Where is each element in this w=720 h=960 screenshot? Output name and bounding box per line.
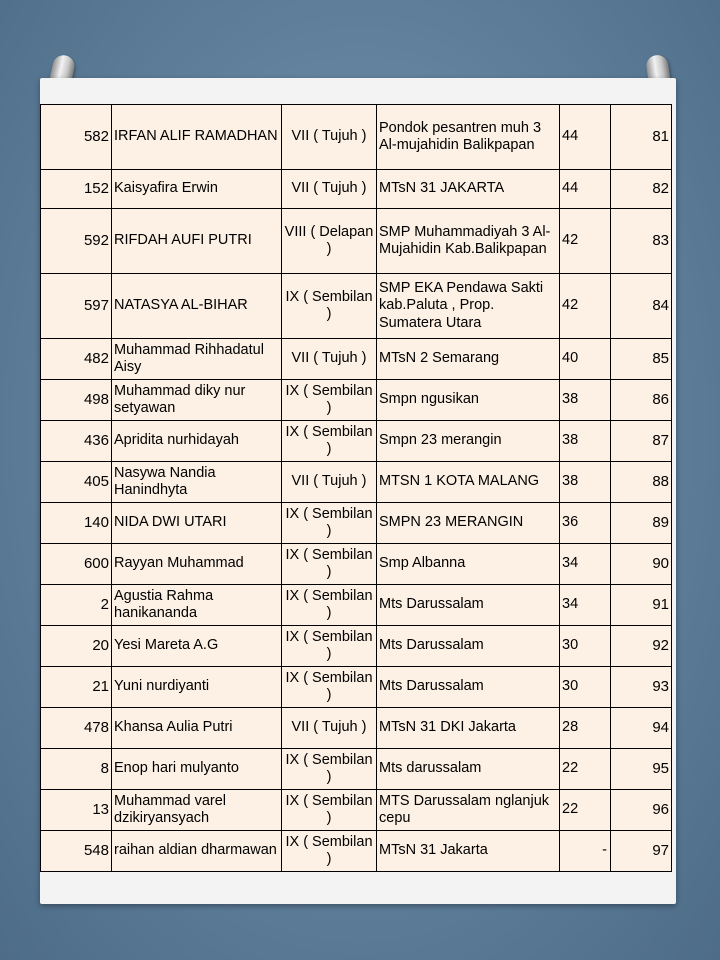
participant-number-cell: 20 xyxy=(41,626,112,667)
table-row xyxy=(41,708,672,749)
class-cell: IX ( Sembilan ) xyxy=(282,380,377,421)
participant-name-cell: Enop hari mulyanto xyxy=(112,749,282,790)
participant-number-cell: 592 xyxy=(41,209,112,274)
participant-number-cell: 2 xyxy=(41,585,112,626)
participant-name-cell: Muhammad diky nur setyawan xyxy=(112,380,282,421)
table-row xyxy=(41,667,672,708)
participant-name-cell: Muhammad Rihhadatul Aisy xyxy=(112,339,282,380)
table-row xyxy=(41,503,672,544)
table-row xyxy=(41,790,672,831)
table-row xyxy=(41,749,672,790)
participant-name-cell: Nasywa Nandia Hanindhyta xyxy=(112,462,282,503)
participant-name-cell: NATASYA AL-BIHAR xyxy=(112,274,282,339)
school-cell: Mts Darussalam xyxy=(377,585,560,626)
participant-name-cell: IRFAN ALIF RAMADHAN xyxy=(112,105,282,170)
rank-cell: 94 xyxy=(611,708,672,749)
score-cell: 38 xyxy=(560,421,611,462)
score-cell: 30 xyxy=(560,626,611,667)
class-cell: IX ( Sembilan ) xyxy=(282,831,377,872)
school-cell: MTsN 31 DKI Jakarta xyxy=(377,708,560,749)
participant-name-cell: NIDA DWI UTARI xyxy=(112,503,282,544)
school-cell: SMP EKA Pendawa Sakti kab.Paluta , Prop. Sumatera Utara xyxy=(377,274,560,339)
school-cell: Mts Darussalam xyxy=(377,626,560,667)
participant-name-cell: raihan aldian dharmawan xyxy=(112,831,282,872)
school-cell: Mts Darussalam xyxy=(377,667,560,708)
participant-name-cell: Agustia Rahma hanikananda xyxy=(112,585,282,626)
score-cell: 40 xyxy=(560,339,611,380)
participant-number-cell: 597 xyxy=(41,274,112,339)
table-row xyxy=(41,170,672,209)
class-cell: IX ( Sembilan ) xyxy=(282,544,377,585)
participant-name-cell: Khansa Aulia Putri xyxy=(112,708,282,749)
participant-number-cell: 405 xyxy=(41,462,112,503)
rank-cell: 96 xyxy=(611,790,672,831)
score-cell: 44 xyxy=(560,105,611,170)
ranking-table xyxy=(40,104,672,872)
school-cell: Smpn ngusikan xyxy=(377,380,560,421)
school-cell: MTS Darussalam nglanjuk cepu xyxy=(377,790,560,831)
class-cell: VIII ( Delapan ) xyxy=(282,209,377,274)
rank-cell: 92 xyxy=(611,626,672,667)
rank-cell: 97 xyxy=(611,831,672,872)
score-cell: 44 xyxy=(560,170,611,209)
school-cell: SMPN 23 MERANGIN xyxy=(377,503,560,544)
school-cell: MTsN 31 Jakarta xyxy=(377,831,560,872)
participant-number-cell: 21 xyxy=(41,667,112,708)
rank-cell: 90 xyxy=(611,544,672,585)
school-cell: Smp Albanna xyxy=(377,544,560,585)
score-cell: 34 xyxy=(560,544,611,585)
table-row xyxy=(41,421,672,462)
table-row xyxy=(41,274,672,339)
score-cell: 28 xyxy=(560,708,611,749)
ranking-table-body xyxy=(41,105,672,872)
participant-name-cell: Apridita nurhidayah xyxy=(112,421,282,462)
participant-name-cell: Rayyan Muhammad xyxy=(112,544,282,585)
score-cell: 42 xyxy=(560,274,611,339)
school-cell: MTsN 2 Semarang xyxy=(377,339,560,380)
table-row xyxy=(41,462,672,503)
table-row xyxy=(41,339,672,380)
class-cell: VII ( Tujuh ) xyxy=(282,462,377,503)
participant-number-cell: 140 xyxy=(41,503,112,544)
score-cell: 30 xyxy=(560,667,611,708)
participant-number-cell: 548 xyxy=(41,831,112,872)
participant-number-cell: 498 xyxy=(41,380,112,421)
rank-cell: 86 xyxy=(611,380,672,421)
rank-cell: 91 xyxy=(611,585,672,626)
table-row xyxy=(41,380,672,421)
class-cell: IX ( Sembilan ) xyxy=(282,421,377,462)
score-cell: 42 xyxy=(560,209,611,274)
class-cell: VII ( Tujuh ) xyxy=(282,105,377,170)
class-cell: IX ( Sembilan ) xyxy=(282,585,377,626)
participant-name-cell: Yesi Mareta A.G xyxy=(112,626,282,667)
participant-name-cell: Kaisyafira Erwin xyxy=(112,170,282,209)
table-row xyxy=(41,585,672,626)
rank-cell: 93 xyxy=(611,667,672,708)
class-cell: IX ( Sembilan ) xyxy=(282,274,377,339)
school-cell: Smpn 23 merangin xyxy=(377,421,560,462)
score-cell: - xyxy=(560,831,611,872)
table-row xyxy=(41,105,672,170)
school-cell: Pondok pesantren muh 3 Al-mujahidin Balikpapan xyxy=(377,105,560,170)
class-cell: IX ( Sembilan ) xyxy=(282,503,377,544)
rank-cell: 87 xyxy=(611,421,672,462)
score-cell: 38 xyxy=(560,462,611,503)
class-cell: VII ( Tujuh ) xyxy=(282,339,377,380)
score-cell: 22 xyxy=(560,749,611,790)
school-cell: MTsN 31 JAKARTA xyxy=(377,170,560,209)
rank-cell: 83 xyxy=(611,209,672,274)
participant-number-cell: 13 xyxy=(41,790,112,831)
score-cell: 38 xyxy=(560,380,611,421)
participant-number-cell: 482 xyxy=(41,339,112,380)
participant-number-cell: 8 xyxy=(41,749,112,790)
class-cell: IX ( Sembilan ) xyxy=(282,667,377,708)
rank-cell: 85 xyxy=(611,339,672,380)
class-cell: IX ( Sembilan ) xyxy=(282,790,377,831)
participant-number-cell: 600 xyxy=(41,544,112,585)
score-cell: 34 xyxy=(560,585,611,626)
class-cell: IX ( Sembilan ) xyxy=(282,749,377,790)
rank-cell: 82 xyxy=(611,170,672,209)
rank-cell: 84 xyxy=(611,274,672,339)
rank-cell: 88 xyxy=(611,462,672,503)
participant-name-cell: Muhammad varel dzikiryansyach xyxy=(112,790,282,831)
school-cell: Mts darussalam xyxy=(377,749,560,790)
participant-number-cell: 478 xyxy=(41,708,112,749)
participant-number-cell: 582 xyxy=(41,105,112,170)
class-cell: IX ( Sembilan ) xyxy=(282,626,377,667)
participant-name-cell: RIFDAH AUFI PUTRI xyxy=(112,209,282,274)
table-row xyxy=(41,544,672,585)
table-row xyxy=(41,626,672,667)
class-cell: VII ( Tujuh ) xyxy=(282,170,377,209)
table-row xyxy=(41,209,672,274)
participant-number-cell: 436 xyxy=(41,421,112,462)
participant-name-cell: Yuni nurdiyanti xyxy=(112,667,282,708)
rank-cell: 95 xyxy=(611,749,672,790)
school-cell: SMP Muhammadiyah 3 Al-Mujahidin Kab.Balikpapan xyxy=(377,209,560,274)
rank-cell: 89 xyxy=(611,503,672,544)
school-cell: MTSN 1 KOTA MALANG xyxy=(377,462,560,503)
rank-cell: 81 xyxy=(611,105,672,170)
score-cell: 36 xyxy=(560,503,611,544)
score-cell: 22 xyxy=(560,790,611,831)
table-row xyxy=(41,831,672,872)
class-cell: VII ( Tujuh ) xyxy=(282,708,377,749)
participant-number-cell: 152 xyxy=(41,170,112,209)
